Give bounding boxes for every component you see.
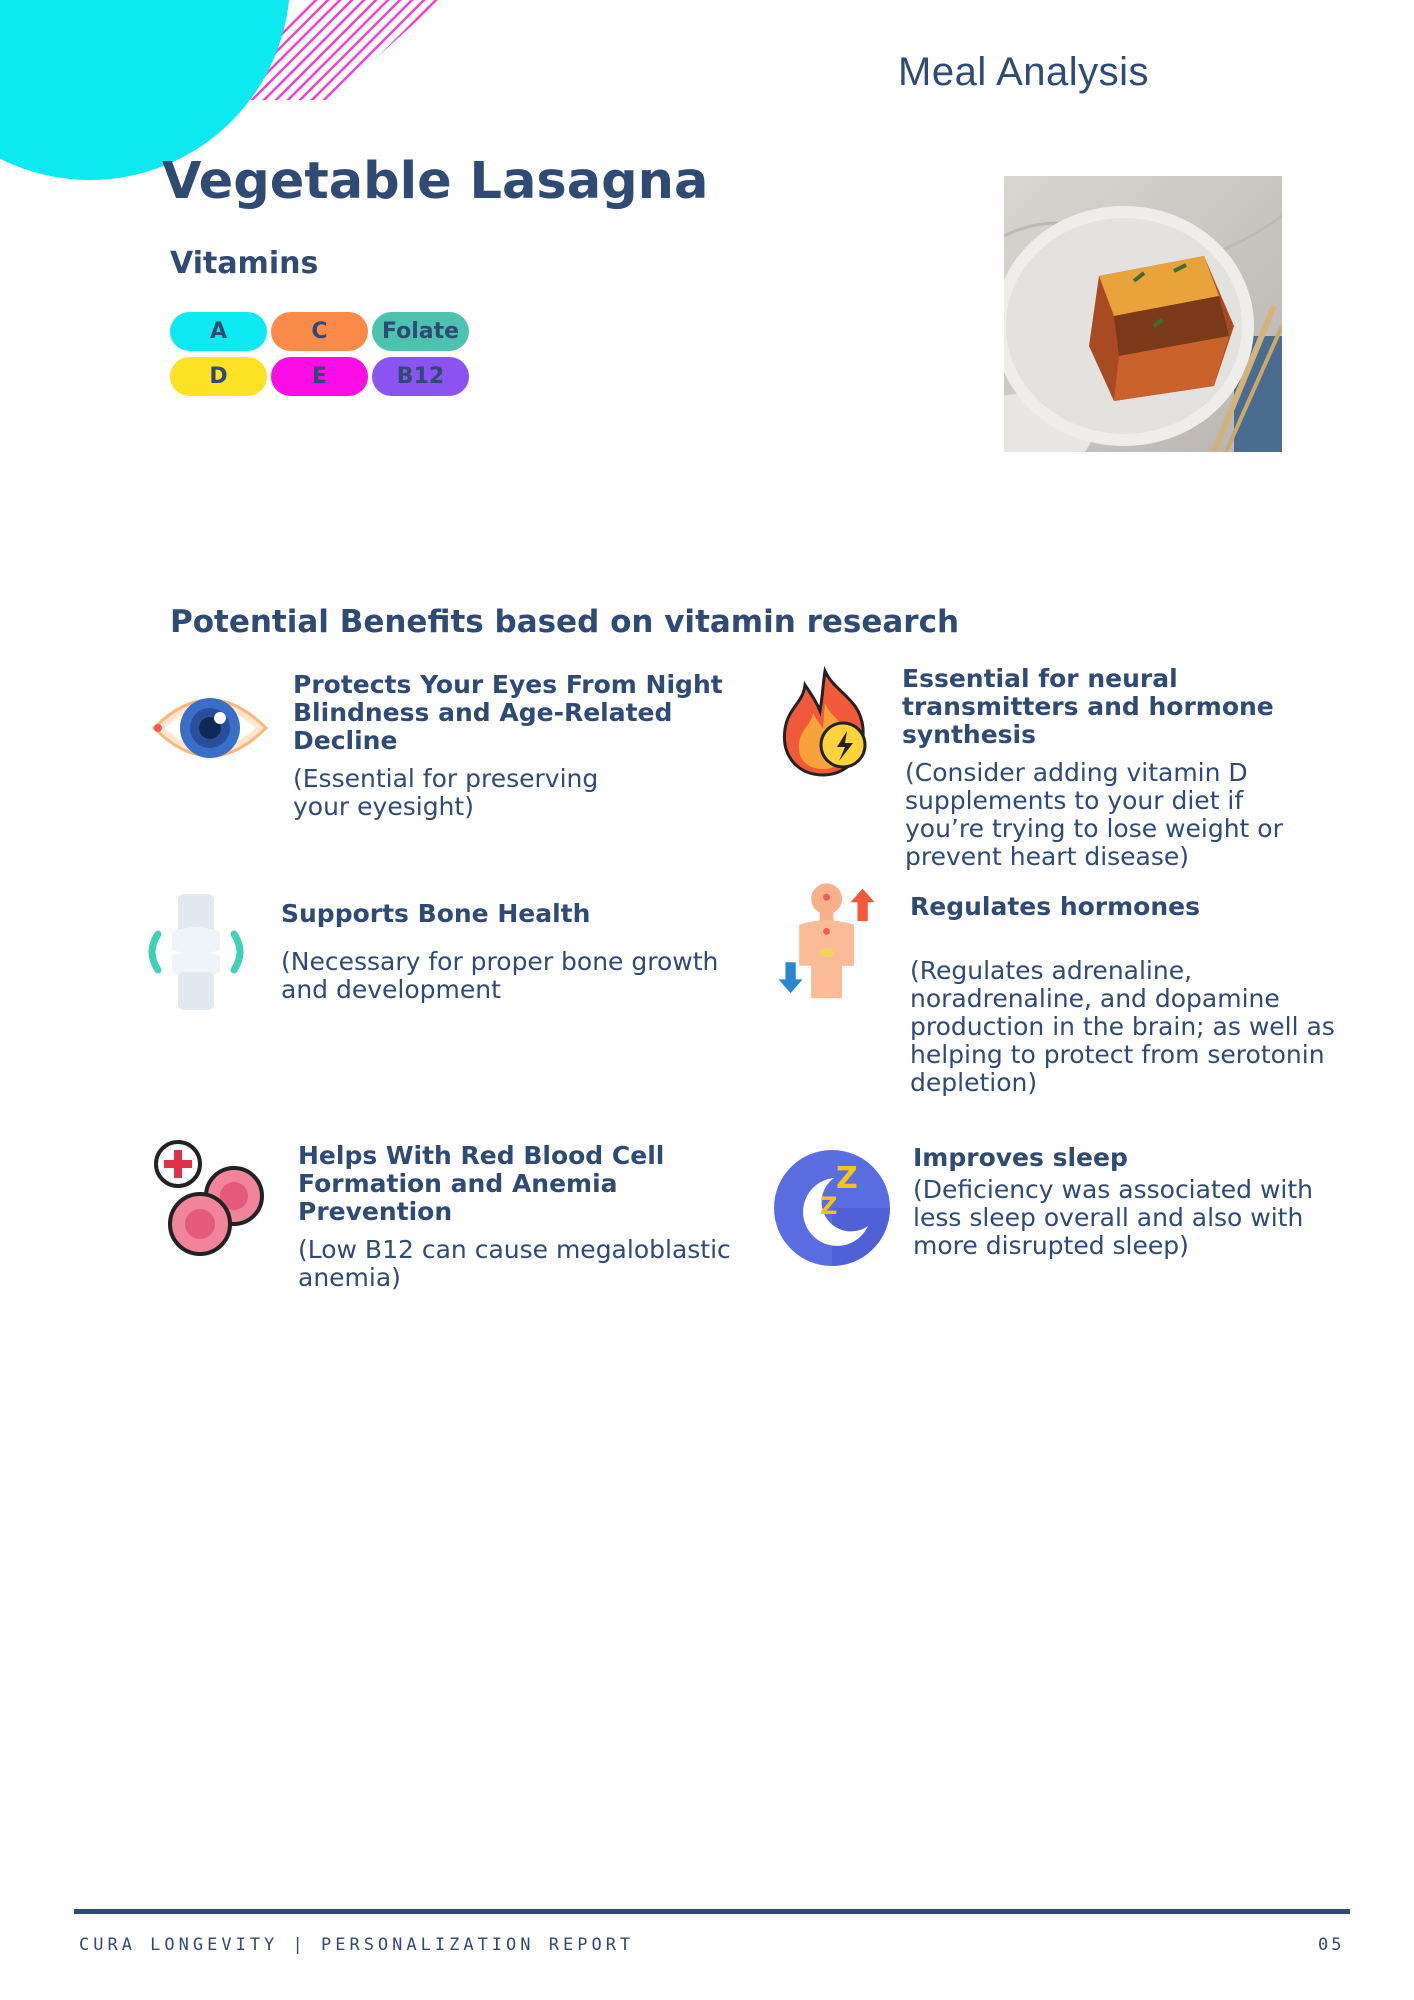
vitamin-chip-d: D — [170, 357, 267, 396]
footer-report-label: CURA LONGEVITY | PERSONALIZATION REPORT — [79, 1935, 635, 1955]
benefit-desc: (Necessary for proper bone growth and development — [281, 947, 719, 1004]
benefit-title: Helps With Red Blood Cell Formation and Anemia Prevention — [298, 1141, 665, 1226]
dish-title: Vegetable Lasagna — [162, 152, 709, 211]
benefit-title: Regulates hormones — [910, 892, 1200, 921]
hormone-body-icon — [770, 880, 890, 1000]
benefit-title: Improves sleep — [913, 1143, 1128, 1172]
vitamin-chip-e: E — [271, 357, 368, 396]
benefit-blood — [298, 1142, 738, 1292]
benefit-desc: (Regulates adrenaline, noradrenaline, and dopamine production in the brain; as well as helping to protect from serotonin depletion) — [910, 956, 1335, 1097]
benefit-bone — [281, 900, 741, 1004]
svg-text:Z: Z — [820, 1192, 838, 1220]
svg-text:Z: Z — [836, 1161, 858, 1196]
footer-divider — [74, 1909, 1350, 1914]
benefit-hormones — [910, 893, 1380, 1097]
page-number: 05 — [1318, 1935, 1345, 1955]
vitamin-chip-b12: B12 — [372, 357, 469, 396]
vitamins-heading: Vitamins — [170, 246, 319, 281]
benefit-desc: (Consider adding vitamin D supplements to your diet if you’re trying to lose weight or prevent heart disease) — [905, 758, 1283, 871]
benefits-heading: Potential Benefits based on vitamin research — [170, 604, 960, 640]
vitamin-chips — [170, 312, 470, 396]
benefit-title: Essential for neural transmitters and hormone synthesis — [902, 664, 1274, 749]
benefit-desc: (Deficiency was associated with less sleep overall and also with more disrupted sleep) — [913, 1175, 1313, 1260]
vitamin-chip-folate: Folate — [372, 312, 469, 351]
benefit-sleep — [913, 1144, 1353, 1260]
vitamin-chip-c: C — [271, 312, 368, 351]
flame-energy-icon — [765, 663, 885, 783]
benefit-title: Protects Your Eyes From Night Blindness and Age-Related Decline — [293, 670, 723, 755]
sleep-moon-icon — [772, 1148, 892, 1268]
vitamin-chip-a: A — [170, 312, 267, 351]
benefit-title: Supports Bone Health — [281, 899, 591, 928]
bone-joint-icon — [136, 892, 256, 1012]
lasagna-photo — [1004, 176, 1282, 452]
section-title: Meal Analysis — [898, 50, 1150, 94]
benefit-desc: (Essential for preserving your eyesight) — [293, 764, 599, 821]
benefit-neural — [902, 665, 1352, 871]
blood-cell-icon — [152, 1138, 272, 1258]
benefit-desc: (Low B12 can cause megaloblastic anemia) — [298, 1235, 731, 1292]
eye-icon — [150, 668, 270, 788]
benefit-eyes — [293, 671, 733, 821]
